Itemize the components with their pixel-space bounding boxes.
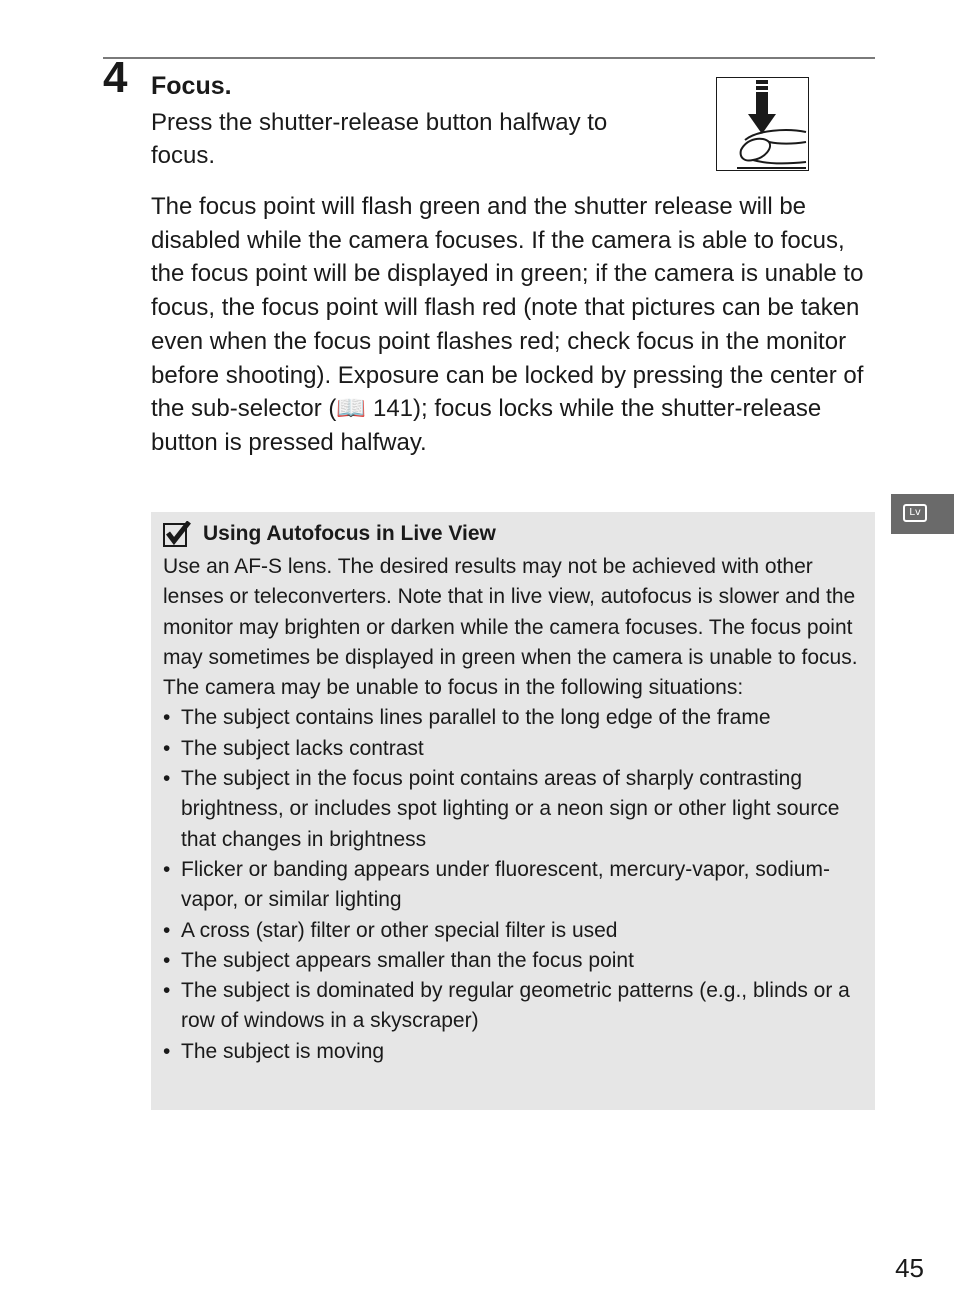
step-number: 4 (103, 53, 128, 102)
list-item: • The subject is moving (163, 1037, 863, 1067)
list-item: • The subject is dominated by regular geometric patterns (e.g., blinds or a row of windows in a skyscraper) (163, 976, 863, 1037)
situation-list (163, 703, 863, 1067)
live-view-section-tab[interactable] (891, 494, 954, 534)
list-item: • The subject lacks contrast (163, 734, 863, 764)
shutter-press-illustration (716, 77, 809, 171)
live-view-icon: Lv (903, 504, 927, 522)
list-item: • Flicker or banding appears under fluorescent, mercury-vapor, sodium-vapor, or similar lighting (163, 855, 863, 916)
autofocus-note (151, 512, 875, 1110)
note-intro: Use an AF-S lens. The desired results may not be achieved with other lenses or teleconverters. Note that in live view, autofocus is slower and the monitor may brighten or darken while the camera focuses. The focus point may sometimes be displayed in green when the camera is unable to focus. The camera may be unable to focus in the following situations: (163, 555, 858, 700)
list-item: • A cross (star) filter or other special filter is used (163, 916, 863, 946)
list-item: • The subject in the focus point contains areas of sharply contrasting brightness, or includes spot lighting or a neon sign or other light source that changes in brightness (163, 764, 863, 855)
note-title: Using Autofocus in Live View (203, 522, 496, 545)
checkmark-note-icon (163, 521, 191, 547)
page-number: 45 (895, 1253, 924, 1283)
step-title: Focus. (151, 72, 232, 100)
list-item: • The subject appears smaller than the focus point (163, 946, 863, 976)
note-header (163, 520, 863, 548)
focus-description: The focus point will flash green and the shutter release will be disabled while the camera focuses. If the camera is able to focus, the focus point will be displayed in green; if the camera is unable to focus, the focus point will flash red (note that pictures can be taken even when the focus point flashes red; check focus in the monitor before shooting). Exposure can be locked by pressing the center of the sub-selector (📖 141); focus locks while the shutter-release button is pressed halfway. (151, 193, 864, 456)
finger-press-icon (717, 78, 808, 170)
step-intro: Press the shutter-release button halfway to focus. (151, 109, 608, 169)
top-rule (103, 57, 875, 59)
list-item: • The subject contains lines parallel to the long edge of the frame (163, 703, 863, 733)
